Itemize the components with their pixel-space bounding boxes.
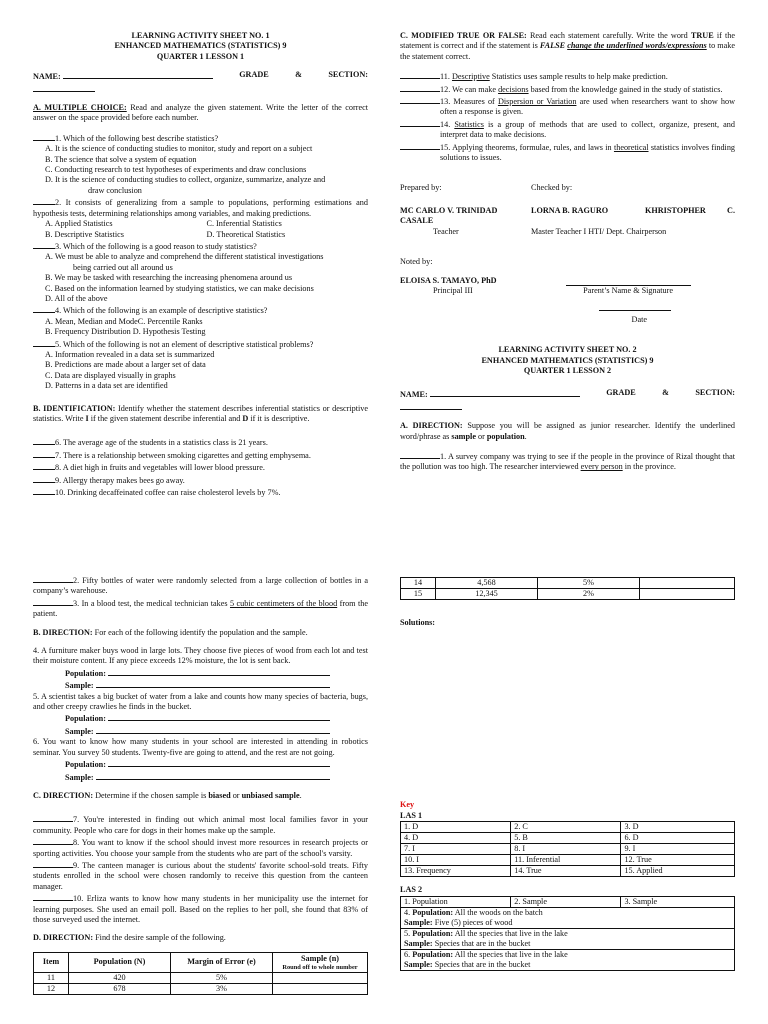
table-row <box>401 833 735 844</box>
option-row <box>33 230 368 240</box>
option: B. Descriptive Statistics <box>45 229 124 239</box>
question-6 <box>33 436 368 448</box>
answer-blank[interactable] <box>33 132 55 141</box>
answer-blank[interactable] <box>33 597 73 606</box>
part-c-text: Determine if the chosen sample is <box>95 790 207 800</box>
signatories-row <box>400 183 735 193</box>
las2-part-c-instructions: C. DIRECTION: Determine if the chosen sample is biased or unbiased sample. <box>33 790 302 800</box>
question-text: 14. <box>440 119 451 129</box>
mtf-emphasis: change the underlined words/expressions <box>567 41 707 51</box>
table-cell: 2. C <box>511 822 621 833</box>
question-text: 1. A survey company was trying to see if the people in the province of Rizal thought that the pollution was too high. The researcher interviewed <box>400 451 735 472</box>
table-row <box>401 866 735 877</box>
underlined-word: decisions <box>498 84 529 94</box>
answer-blank[interactable] <box>33 892 73 901</box>
sample-line <box>33 771 368 783</box>
las2-continued-section <box>33 574 368 995</box>
population-answer: All the woods on the batch <box>454 907 543 917</box>
las1-title-1: LEARNING ACTIVITY SHEET NO. 1 <box>131 31 270 40</box>
underlined-word: theoretical <box>613 142 649 152</box>
las2-question-3 <box>33 597 368 620</box>
option: D. Theoretical Statistics <box>206 229 286 239</box>
mtf-text: to make the statement correct. <box>400 41 736 61</box>
question-text: 11. <box>440 72 450 82</box>
question-text: in the province. <box>624 462 676 472</box>
table-cell: 15 <box>401 589 436 600</box>
population-label: Population: <box>65 714 106 724</box>
prepared-by-label: Prepared by: <box>400 183 442 193</box>
table-cell: 7. I <box>401 844 511 855</box>
question-2 <box>33 196 368 219</box>
table-cell: 420 <box>69 972 171 983</box>
question-text: 1. Which of the following best describe statistics? <box>55 133 219 143</box>
answer-key-title: Key <box>400 800 415 810</box>
part-b-text: For each of the following identify the population and the sample. <box>94 627 308 637</box>
underlined-word: Descriptive <box>451 72 490 82</box>
question-text: 2. Fifty bottles of water were randomly selected from a large collection of bottles in a company’s warehouse. <box>33 576 368 596</box>
question-12 <box>400 83 735 95</box>
sample-label: Sample: <box>404 917 433 927</box>
signatory-names <box>400 206 735 216</box>
grade-label: GRADE <box>606 388 636 398</box>
las1-title-3: QUARTER 1 LESSON 1 <box>156 51 245 61</box>
population-blank[interactable] <box>108 712 330 721</box>
option: B. We may be tasked with researching the increasing phenomena around us <box>45 273 293 283</box>
question-text: 10. Erliza wants to know how many students in her municipality use the internet for learning purposes. She used an email poll. Based on the replies to her poll, she found that 83% of those surveyed used the internet. <box>33 894 368 924</box>
mtf-text: Read each statement carefully. Write the word <box>529 31 688 40</box>
question-text: 6. The average age of the students in a statistics class is 21 years. <box>55 438 268 448</box>
answer-blank[interactable] <box>400 450 440 459</box>
question-text: based from the knowledge gained in the study of statistics. <box>530 84 723 94</box>
unbiased-word: unbiased sample <box>241 790 300 800</box>
grade-label: GRADE <box>239 70 269 80</box>
table-cell: 12 <box>34 983 69 994</box>
population-label: Population: <box>65 668 106 678</box>
answer-blank[interactable] <box>33 461 55 470</box>
sample-label: Sample: <box>404 959 433 969</box>
answer-blank[interactable] <box>33 436 55 445</box>
las2-title-3: QUARTER 1 LESSON 2 <box>523 365 612 375</box>
las2-title-2: ENHANCED MATHEMATICS (STATISTICS) 9 <box>481 355 654 365</box>
table-row <box>401 589 735 600</box>
master-teacher-name: LORNA B. RAGURO <box>531 205 609 215</box>
option: D. All of the above <box>45 293 108 303</box>
sample-answer: Five (5) pieces of wood <box>434 917 513 927</box>
principal-role: Principal III <box>433 285 473 295</box>
las2-part-b-instructions <box>33 628 368 638</box>
question-text: 4. Which of the following is an example of descriptive statistics? <box>55 306 268 316</box>
question-text: 8. You want to know if the school should invest more resources in research projects or sporting activities. You choose your sample from the students who are part of the school's varsity. <box>33 838 368 858</box>
question-text: from the patient. <box>33 598 368 619</box>
answer-blank[interactable] <box>33 486 55 495</box>
sample-line <box>33 725 368 737</box>
option: B. The science that solve a system of equation <box>45 154 197 164</box>
question-text: 7. You're interested in finding out which animal most local families favor in your community. People who care for dogs in their homes make up the sample. <box>33 815 368 835</box>
part-a-text: Suppose you will be assigned as junior researcher. Identify the underlined word/phrase as <box>400 421 735 441</box>
sample-label: Sample: <box>65 772 94 782</box>
question-text: 3. Which of the following is a good reason to study statistics? <box>55 241 257 251</box>
chairperson-name: KHRISTOPHER <box>645 205 706 215</box>
table-cell: 678 <box>69 983 171 994</box>
table-cell: 4,568 <box>436 578 538 589</box>
table-cell: 5% <box>538 578 640 589</box>
principal-name: ELOISA S. TAMAYO, PhD <box>400 275 497 285</box>
answer-blank[interactable] <box>400 83 440 92</box>
answer-key-las1-label: LAS 1 <box>400 810 423 820</box>
las1-section <box>33 31 368 498</box>
las2-question-5: 5. A scientist takes a big bucket of water from a lake and counts how many species of bacteria, bugs, and other creepy crawlies he finds in the bucket. <box>33 691 368 712</box>
answer-blank[interactable] <box>33 813 73 822</box>
las2-question-4: 4. A furniture maker buys wood in large lots. They choose five pieces of wood from each lot and test their moisture content. If any piece exceeds 12% moisture, the lot is sent back. <box>33 646 368 666</box>
option: C. Conducting research to test hypotheses of experiments and draw conclusions <box>45 165 307 175</box>
sample-label: Sample: <box>404 938 433 948</box>
answer-blank[interactable] <box>33 574 73 583</box>
question-text: 8. A diet high in fruits and vegetables will lower blood pressure. <box>55 463 265 473</box>
table-row <box>401 896 735 907</box>
las2-question-1 <box>400 450 735 473</box>
option: C. Based on the information learned by studying statistics, we can make decisions <box>45 283 314 293</box>
name-blank[interactable] <box>430 388 580 397</box>
option: A. Mean, Median and ModeC. Percentile Ranks <box>45 316 203 326</box>
amp: & <box>662 388 669 398</box>
answer-blank[interactable] <box>33 449 55 458</box>
question-7 <box>33 449 368 461</box>
name-label: NAME: <box>400 390 428 400</box>
table-cell: 15. Applied <box>621 866 735 877</box>
sample-size-table <box>33 952 368 995</box>
date-block <box>400 304 735 325</box>
sample-answer: Species that are in the bucket <box>434 938 531 948</box>
table-cell: 5% <box>171 972 273 983</box>
population-label: Population: <box>412 907 454 917</box>
principal-role-row <box>400 286 735 296</box>
checked-by-label: Checked by: <box>531 183 573 193</box>
question-1 <box>33 132 368 144</box>
option: D. It is the science of conducting studies to collect, organize, summarize, analyze and <box>45 175 326 185</box>
answer-blank[interactable] <box>400 70 440 79</box>
answer-key-las2-table <box>400 896 735 971</box>
question-5 <box>33 338 368 350</box>
amp: & <box>295 70 302 80</box>
answer-blank[interactable] <box>33 196 55 205</box>
biased-word: biased <box>208 790 231 800</box>
letter-d: D <box>242 414 249 423</box>
table-cell: 14 <box>401 578 436 589</box>
item-number: 4. <box>404 907 411 917</box>
table-row <box>401 855 735 866</box>
answer-blank[interactable] <box>33 474 55 483</box>
population-blank[interactable] <box>108 667 330 676</box>
table-cell: 4. D <box>401 833 511 844</box>
option: A. It is the science of conducting studies to monitor, study and report on a subject <box>45 144 313 154</box>
part-c-text: or <box>232 790 240 800</box>
question-11 <box>400 70 735 82</box>
answer-blank[interactable] <box>33 859 73 868</box>
option: A. Applied Statistics <box>45 219 113 229</box>
table-cell: 2. Sample <box>511 896 621 907</box>
option: C. Data are displayed visually in graphs <box>45 370 176 380</box>
table-row <box>401 844 735 855</box>
option-continued: being carried out all around us <box>73 262 173 272</box>
question-text: 5. Which of the following is not an element of descriptive statistical problems? <box>55 339 314 349</box>
sample-size-table-continued <box>400 577 735 600</box>
option: D. Patterns in a data set are identified <box>45 381 168 391</box>
sample-word: sample <box>451 431 476 441</box>
principal-row <box>400 276 735 286</box>
option-continued: draw conclusion <box>88 185 142 195</box>
las2-part-d-instructions <box>33 933 368 943</box>
question-15 <box>400 141 735 164</box>
chairperson-surname: CASALE <box>400 216 434 226</box>
part-c-heading: C. DIRECTION: <box>33 790 94 800</box>
answer-blank[interactable] <box>400 95 440 104</box>
part-b-heading: B. DIRECTION: <box>33 627 93 637</box>
sample-label: Sample: <box>65 726 94 736</box>
table-cell: 1. D <box>401 822 511 833</box>
table-cell: 13. Frequency <box>401 866 511 877</box>
las1-title-2: ENHANCED MATHEMATICS (STATISTICS) 9 <box>114 41 287 51</box>
answer-key-las1-table <box>400 821 735 877</box>
signatory-roles <box>400 227 735 237</box>
las2-table-continued <box>400 577 735 971</box>
sample-answer: Species that are in the bucket <box>434 959 531 969</box>
question-text: 7. There is a relationship between smoking cigarettes and getting emphysema. <box>55 450 311 460</box>
las2-name-row <box>400 388 735 400</box>
column-header-sample <box>273 952 368 972</box>
table-cell <box>401 949 735 970</box>
table-cell: 9. I <box>621 844 735 855</box>
part-b-text: if the given statement describe inferential and <box>90 414 241 423</box>
population-word: population <box>486 431 525 441</box>
underlined-word: 5 cubic centimeters of the blood <box>229 598 338 608</box>
option: A. Information revealed in a data set is summarized <box>45 349 215 359</box>
part-a-text: or <box>478 431 485 441</box>
teacher-name: MC CARLO V. TRINIDAD <box>400 205 498 215</box>
table-row <box>401 822 735 833</box>
population-line <box>33 758 368 770</box>
answer-blank[interactable] <box>33 836 73 845</box>
las1-name-row <box>33 70 368 82</box>
las2-question-2 <box>33 574 368 597</box>
option: B. Predictions are made about a larger set of data <box>45 360 206 370</box>
question-10 <box>33 486 368 498</box>
letter-i: I <box>85 414 89 423</box>
answer-blank[interactable] <box>33 304 55 313</box>
option-row <box>33 219 368 229</box>
column-header: Sample (n) <box>301 953 339 963</box>
question-text: 13. Measures of <box>440 97 495 107</box>
mtf-instructions <box>400 31 735 62</box>
question-text: 10. Drinking decaffeinated coffee can raise cholesterol levels by 7%. <box>55 488 281 498</box>
table-cell: 12. True <box>621 855 735 866</box>
question-text: 9. Allergy therapy makes bees go away. <box>55 475 185 485</box>
question-4 <box>33 304 368 316</box>
las2-question-6: 6. You want to know how many students in your school are interested in attending in robotics seminar. You survey 50 students. Twenty-five are going to attend, and the rest are not going. <box>33 737 368 757</box>
table-cell: 2% <box>538 589 640 600</box>
las2-question-9 <box>33 859 368 892</box>
sample-blank[interactable] <box>96 725 330 734</box>
true-word: TRUE <box>690 31 714 40</box>
noted-by-label: Noted by: <box>400 257 433 267</box>
table-cell: 3. D <box>621 822 735 833</box>
question-text: 3. In a blood test, the medical technician takes <box>73 598 228 608</box>
mtf-heading: C. MODIFIED TRUE OR FALSE: <box>400 31 527 40</box>
table-cell: 11. Inferential <box>511 855 621 866</box>
question-text: is a group of methods that are used to collect, organize, present, and interpret data to make decisions. <box>440 119 735 140</box>
table-row <box>401 578 735 589</box>
option: C. Inferential Statistics <box>206 219 282 229</box>
chairperson-role: Master Teacher I HTI/ Dept. Chairperson <box>531 226 667 236</box>
las2-part-a-instructions: A. DIRECTION: Suppose you will be assigned as junior researcher. Identify the underlined word/phrase as sample or population. <box>400 421 735 441</box>
population-label: Population: <box>412 949 454 959</box>
answer-blank[interactable] <box>400 141 440 150</box>
item-number: 5. <box>404 928 411 938</box>
table-cell: 5. B <box>511 833 621 844</box>
option: A. We must be able to analyze and comprehend the different statistical investigations <box>45 252 324 262</box>
modified-true-false-section <box>400 31 735 473</box>
column-header: Item <box>34 952 69 972</box>
name-label: NAME: <box>33 72 61 82</box>
table-cell-answer[interactable] <box>273 983 368 994</box>
parent-signature-label: Parent’s Name & Signature <box>583 285 673 295</box>
part-b-text: if it is descriptive. <box>250 414 310 423</box>
answer-blank[interactable] <box>33 240 55 249</box>
table-cell: 3. Sample <box>621 896 735 907</box>
population-label: Population: <box>65 760 106 770</box>
table-cell <box>401 928 735 949</box>
question-text: 2. It consists of generalizing from a sample to populations, performing estimations and hypothesis tests, determining relationships among variables, and making predictions. <box>33 198 368 218</box>
name-blank[interactable] <box>63 70 213 79</box>
question-text: 12. We can make <box>440 84 497 94</box>
population-label: Population: <box>412 928 454 938</box>
population-answer: All the species that live in the lake <box>454 928 568 938</box>
table-cell-answer[interactable] <box>640 578 735 589</box>
solutions-label: Solutions: <box>400 618 436 627</box>
las2-question-8 <box>33 836 368 859</box>
sample-blank[interactable] <box>96 679 330 688</box>
underlined-word: Statistics <box>454 119 484 129</box>
sample-label: Sample: <box>65 681 94 691</box>
answer-blank[interactable] <box>400 118 440 127</box>
answer-key-las2-label: LAS 2 <box>400 885 423 895</box>
table-cell: 12,345 <box>436 589 538 600</box>
part-b-text: Identify whether the statement describes inferential statistics or descriptive statistics. Write <box>33 403 369 423</box>
answer-blank[interactable] <box>33 338 55 347</box>
table-cell <box>401 907 735 928</box>
population-answer: All the species that live in the lake <box>454 949 568 959</box>
population-line <box>33 667 368 679</box>
question-text: statistics involves finding solutions to issues. <box>440 142 736 163</box>
question-14 <box>400 118 735 141</box>
las2-question-7 <box>33 813 368 836</box>
population-blank[interactable] <box>108 758 330 767</box>
question-text: Statistics uses sample results to help make prediction. <box>491 72 668 82</box>
part-d-text: Find the desire sample of the following. <box>95 933 226 943</box>
option: B. Frequency Distribution D. Hypothesis Testing <box>45 327 206 337</box>
item-number: 6. <box>404 949 411 959</box>
part-a-heading: A. MULTIPLE CHOICE: <box>33 103 127 113</box>
las1-part-a-instructions <box>33 103 368 124</box>
question-8 <box>33 461 368 473</box>
date-label: Date <box>631 314 647 324</box>
mtf-text: if the statement is correct and if the statement is <box>400 31 736 51</box>
question-text: are used when researchers want to show how often a response is given. <box>440 97 735 117</box>
question-text: 9. The canteen manager is curious about the students' favorite school-sold treats. Fifty students enrolled in the school were chosen randomly to receive this question from the canteen manager. <box>33 860 368 891</box>
part-a-heading: A. DIRECTION: <box>400 421 463 431</box>
column-header: Margin of Error (e) <box>171 952 273 972</box>
false-word: FALSE <box>539 41 566 51</box>
table-row <box>401 907 735 928</box>
population-line <box>33 712 368 724</box>
chairperson-initial: C. <box>727 205 735 215</box>
sample-line <box>33 679 368 691</box>
column-subheader: Round off to whole number <box>282 963 358 971</box>
part-a-text: Read and analyze the given statement. Write the letter of the correct answer on the space provided before each number. <box>33 103 368 123</box>
question-13 <box>400 95 735 118</box>
table-row <box>34 972 368 983</box>
underlined-word: Dispersion or Variation <box>497 97 577 107</box>
table-cell: 11 <box>34 972 69 983</box>
table-cell: 10. I <box>401 855 511 866</box>
table-row <box>401 949 735 970</box>
teacher-role: Teacher <box>433 226 459 236</box>
section-blank[interactable] <box>400 401 462 410</box>
section-blank[interactable] <box>33 83 95 92</box>
parent-signature-line[interactable] <box>566 276 691 286</box>
las1-part-b-instructions <box>33 404 368 425</box>
section-label: SECTION: <box>695 388 735 398</box>
underlined-word: every person <box>580 462 623 472</box>
table-row <box>34 983 368 994</box>
table-cell: 1. Population <box>401 896 511 907</box>
column-header: Population (N) <box>69 952 171 972</box>
sample-blank[interactable] <box>96 771 330 780</box>
part-d-heading: D. DIRECTION: <box>33 933 94 943</box>
table-cell-answer[interactable] <box>640 589 735 600</box>
section-label: SECTION: <box>328 70 368 80</box>
date-line[interactable] <box>599 310 671 311</box>
table-row <box>401 928 735 949</box>
question-3 <box>33 240 368 252</box>
las2-question-10 <box>33 892 368 925</box>
las2-title-1: LEARNING ACTIVITY SHEET NO. 2 <box>498 345 637 355</box>
question-9 <box>33 474 368 486</box>
table-cell: 3% <box>171 983 273 994</box>
table-cell-answer[interactable] <box>273 972 368 983</box>
table-cell: 8. I <box>511 844 621 855</box>
table-cell: 14. True <box>511 866 621 877</box>
question-text: 15. Applying theorems, formulae, rules, and laws in <box>440 142 612 152</box>
part-b-heading: B. IDENTIFICATION: <box>33 403 116 413</box>
table-cell: 6. D <box>621 833 735 844</box>
